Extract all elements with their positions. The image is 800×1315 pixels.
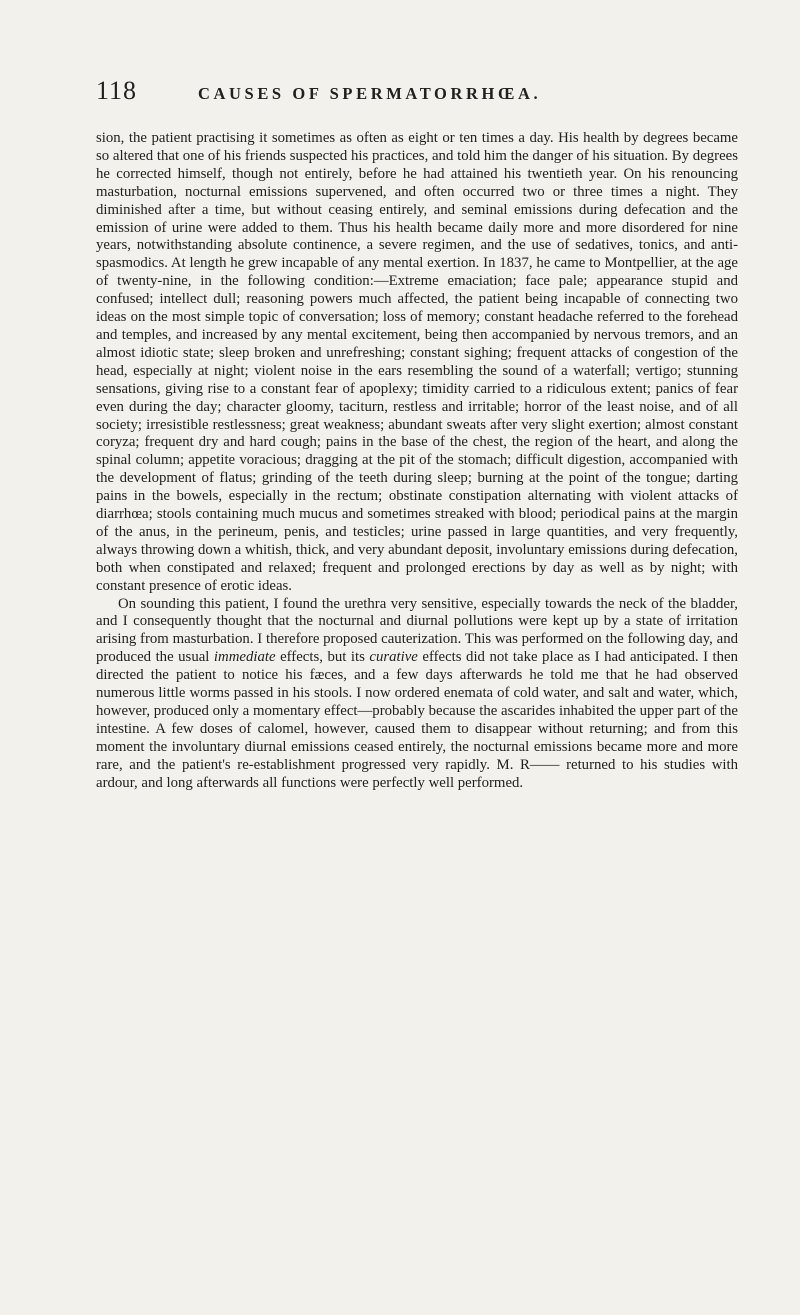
paragraph-case-history: sion, the patient practising it sometimes as often as eight or ten times a day. His health by degrees became so altered that one of his friends suspected his practices, and told him the danger of his situation. By degrees he corrected himself, though not entirely, before he had attained his twentieth year. On his renouncing masturbation, nocturnal emissions supervened, and often occurred two or three times a night. They diminished after a time, but without ceasing entirely, and seminal emissions during defecation and the emission of urine were added to them. Thus his health became daily more and more disordered for nine years, notwithstanding absolute continence, a severe regimen, and the use of sedatives, tonics, and anti-spasmodics. At length he grew incapable of any mental exertion. In 1837, he came to Montpellier, at the age of twenty-nine, in the following condition:—Extreme emaciation; face pale; appearance stupid and confused; intellect dull; reasoning powers much affected, the patient being incapable of connecting two ideas on the most simple topic of conversation; loss of memory; constant headache referred to the forehead and temples, and increased by any mental excitement, being then accompanied by nervous tremors, and an almost idiotic state; sleep broken and unrefreshing; constant sighing; frequent attacks of congestion of the head, especially at night; violent noise in the ears resembling the sound of a waterfall; vertigo; stunning sensations, giving rise to a constant fear of apoplexy; timidity carried to a ridiculous extent; panics of fear even during the day; character gloomy, taciturn, restless and irritable; horror of the least noise, and of all society; irresistible restlessness; great weakness; abundant sweats after very slight exertion; almost constant coryza; frequent dry and hard cough; pains in the base of the chest, the region of the heart, and along the spinal column; appetite voracious; dragging at the pit of the stomach; difficult digestion, accompanied with the development of flatus; grinding of the teeth during sleep; burning at the point of the tongue; darting pains in the bowels, especially in the rectum; obstinate constipation alternating with violent attacks of diarrhœa; stools containing much mucus and sometimes streaked with blood; periodical pains at the margin of the anus, in the perineum, penis, and testicles; urine passed in large quantities, and very frequently, always throwing down a whitish, thick, and very abundant deposit, involuntary emissions during defecation, both when constipated and relaxed; frequent and prolonged erections by day as well as by night; with constant presence of erotic ideas. [96, 130, 738, 594]
treatment-text-part-3: effects did not take place as I had anticipated. I then directed the patient to notice his fæces, and a few days afterwards he told me that he had observed numerous little worms passed in his stools. I now ordered enemata of cold water, and salt and water, which, however, produced only a momentary effect—probably because the ascarides inhabited the upper part of the intestine. A few doses of calomel, however, caused them to disappear without returning; and from this moment the involuntary diurnal emissions ceased entirely, the nocturnal emissions became more and more rare, and the patient's re-establishment progressed very rapidly. M. R—— returned to his studies with ardour, and long afterwards all functions were perfectly well performed. [96, 649, 738, 791]
emphasis-curative: curative [369, 649, 418, 666]
emphasis-immediate: immediate [213, 649, 276, 666]
treatment-text-part-1: On sounding this patient, I found the urethra very sensitive, especially towards the neck of the bladder, and I consequently thought that the nocturnal and diurnal pollutions were kept up by a state of irritation arising from masturbation. I therefore proposed cauterization. This was performed on the following day, and produced the usual [96, 595, 738, 666]
body-text [96, 130, 738, 793]
running-title: CAUSES OF SPERMATORRHŒA. [198, 84, 542, 103]
page-number: 118 [96, 76, 138, 105]
page-header [96, 76, 736, 116]
paragraph-treatment [96, 596, 738, 793]
treatment-text-part-2: effects, but its [275, 649, 370, 666]
